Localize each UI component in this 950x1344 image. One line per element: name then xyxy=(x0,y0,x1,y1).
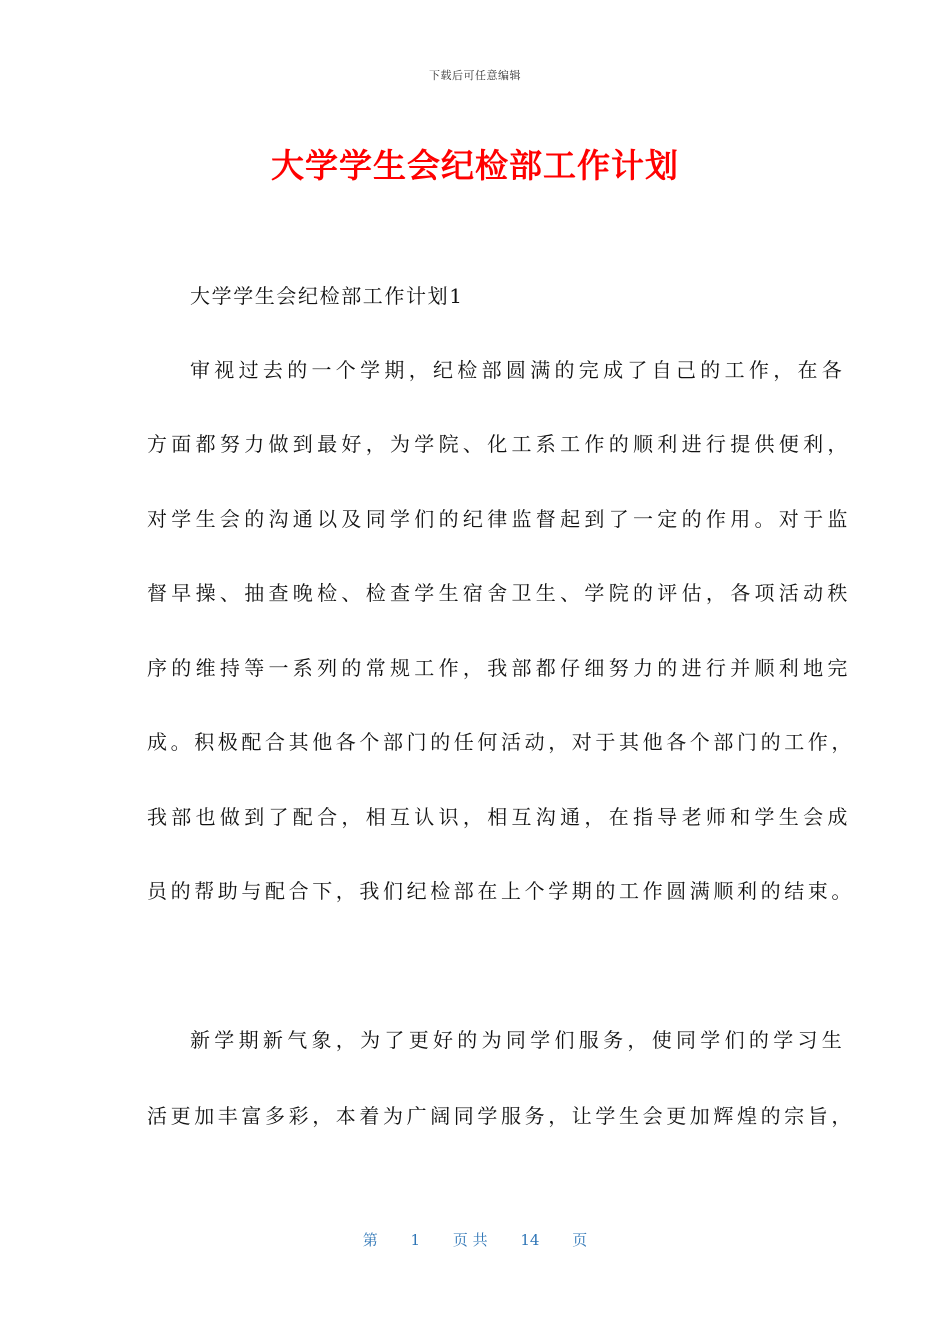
page-footer xyxy=(0,1229,950,1250)
paragraph-line: 我部也做到了配合，相互认识，相互沟通，在指导老师和学生会成 xyxy=(147,805,852,829)
download-note: 下载后可任意编辑 xyxy=(429,69,521,82)
paragraph-line: 新学期新气象，为了更好的为同学们服务，使同学们的学习生 xyxy=(190,1028,847,1052)
paragraph-line: 活更加丰富多彩，本着为广阔同学服务，让学生会更加辉煌的宗旨， xyxy=(147,1104,855,1128)
paragraph-line: 方面都努力做到最好，为学院、化工系工作的顺利进行提供便利， xyxy=(147,432,852,456)
page-label-suffix: 页 xyxy=(572,1231,588,1249)
paragraph-line: 序的维持等一系列的常规工作，我部都仔细努力的进行并顺利地完 xyxy=(147,656,852,680)
section-heading: 大学学生会纪检部工作计划1 xyxy=(190,284,464,308)
total-page-count: 14 xyxy=(520,1231,540,1249)
document-title: 大学学生会纪检部工作计划 xyxy=(271,146,679,185)
paragraph-line: 督早操、抽查晚检、检查学生宿舍卫生、学院的评估，各项活动秩 xyxy=(147,581,852,605)
paragraph-line: 成。积极配合其他各个部门的任何活动，对于其他各个部门的工作， xyxy=(147,730,855,754)
paragraph-line: 员的帮助与配合下，我们纪检部在上个学期的工作圆满顺利的结束。 xyxy=(147,879,855,903)
paragraph-line: 审视过去的一个学期，纪检部圆满的完成了自己的工作，在各 xyxy=(190,358,847,382)
current-page-number: 1 xyxy=(410,1231,421,1249)
page-label-prefix: 第 xyxy=(362,1231,378,1249)
page-label-mid: 页 共 xyxy=(452,1231,488,1249)
paragraph-line: 对学生会的沟通以及同学们的纪律监督起到了一定的作用。对于监 xyxy=(147,507,852,531)
